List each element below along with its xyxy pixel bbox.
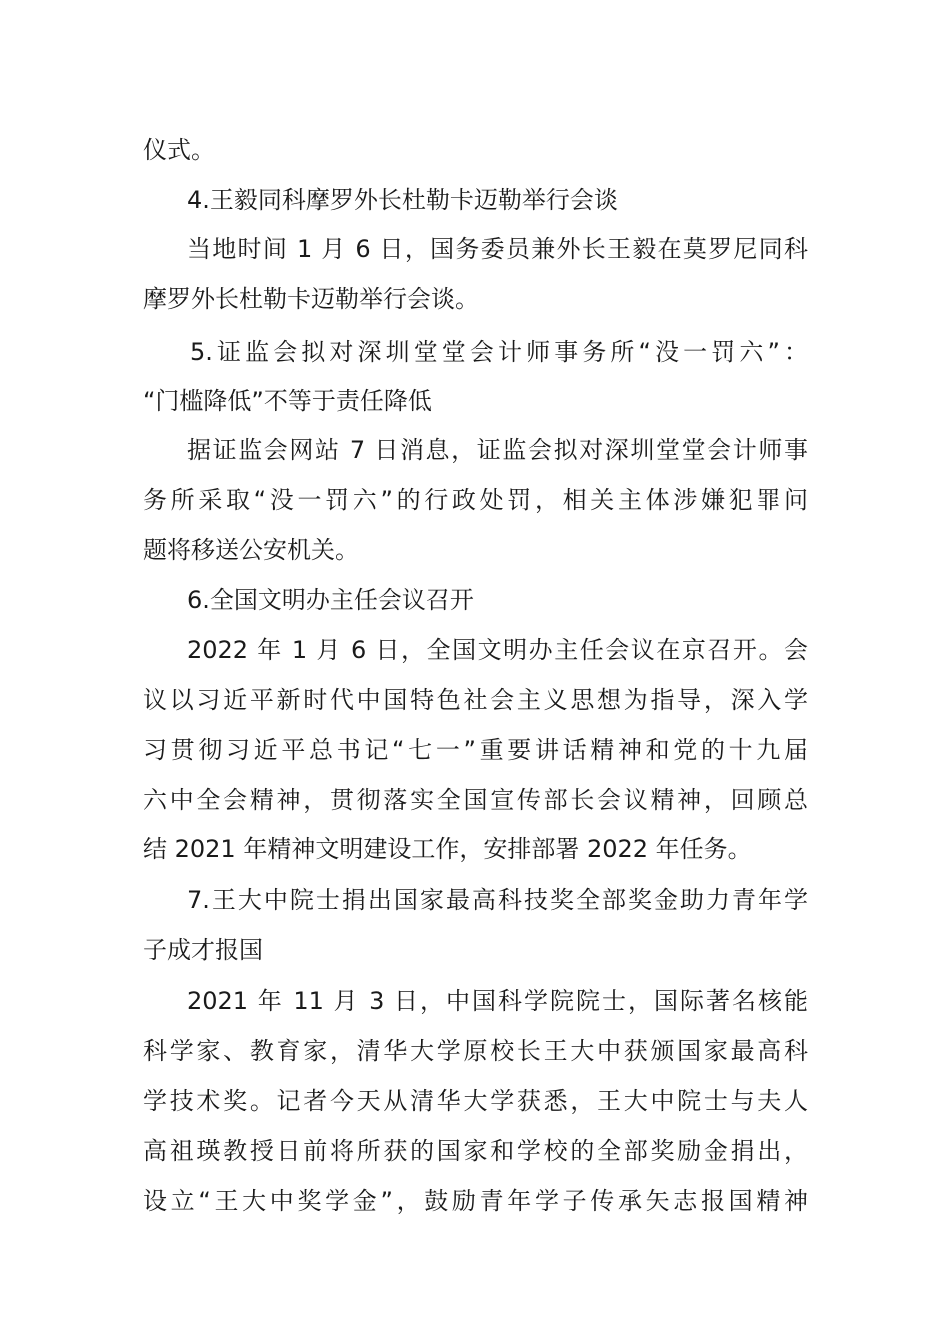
paragraph-line: 题将移送公安机关。 bbox=[143, 536, 359, 564]
heading-6: 6.全国文明办主任会议召开 bbox=[187, 586, 474, 614]
heading-7-continued: 子成才报国 bbox=[143, 936, 263, 964]
heading-5: 5.证监会拟对深圳堂堂会计师事务所“没一罚六”： bbox=[190, 338, 808, 366]
paragraph-line: 摩罗外长杜勒卡迈勒举行会谈。 bbox=[143, 285, 479, 313]
paragraph-line: 2022 年 1 月 6 日，全国文明办主任会议在京召开。会 bbox=[187, 636, 808, 664]
paragraph-line: 结 2021 年精神文明建设工作，安排部署 2022 年任务。 bbox=[143, 835, 752, 863]
paragraph-line: 高祖瑛教授日前将所获的国家和学校的全部奖励金捐出， bbox=[143, 1137, 808, 1165]
paragraph-line: 六中全会精神，贯彻落实全国宣传部长会议精神，回顾总 bbox=[143, 786, 808, 814]
paragraph-line: 务所采取“没一罚六”的行政处罚，相关主体涉嫌犯罪问 bbox=[143, 486, 808, 514]
heading-4: 4.王毅同科摩罗外长杜勒卡迈勒举行会谈 bbox=[187, 186, 618, 214]
paragraph-line: 习贯彻习近平总书记“七一”重要讲话精神和党的十九届 bbox=[143, 736, 808, 764]
paragraph-line: 议以习近平新时代中国特色社会主义思想为指导，深入学 bbox=[143, 686, 808, 714]
heading-5-continued: “门槛降低”不等于责任降低 bbox=[143, 387, 432, 415]
paragraph-line: 仪式。 bbox=[143, 136, 215, 164]
paragraph-line: 科学家、教育家，清华大学原校长王大中获颁国家最高科 bbox=[143, 1037, 808, 1065]
paragraph-line: 2021 年 11 月 3 日，中国科学院院士，国际著名核能 bbox=[187, 987, 808, 1015]
paragraph-line: 学技术奖。记者今天从清华大学获悉，王大中院士与夫人 bbox=[143, 1087, 808, 1115]
heading-7: 7.王大中院士捐出国家最高科技奖全部奖金助力青年学 bbox=[187, 886, 808, 914]
paragraph-line: 据证监会网站 7 日消息，证监会拟对深圳堂堂会计师事 bbox=[187, 436, 808, 464]
paragraph-line: 当地时间 1 月 6 日，国务委员兼外长王毅在莫罗尼同科 bbox=[187, 235, 808, 263]
paragraph-line: 设立“王大中奖学金”，鼓励青年学子传承矢志报国精神 bbox=[143, 1187, 808, 1215]
